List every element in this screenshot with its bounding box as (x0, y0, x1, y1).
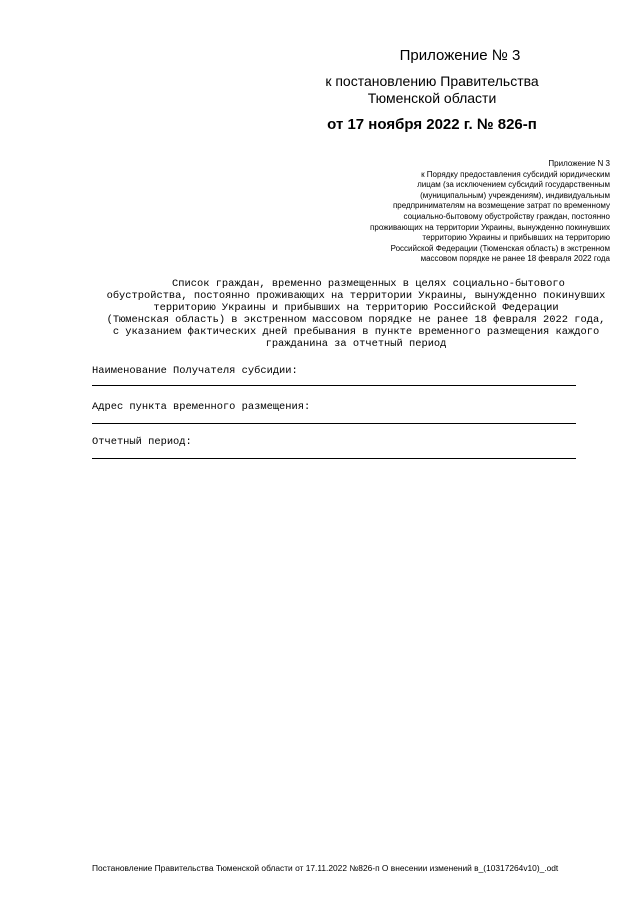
list-title-line: территорию Украины и прибывших на территорию Российской Федерации (153, 302, 559, 314)
appendix-header (272, 46, 592, 134)
sub-appendix-line: проживающих на территории Украины, вынужденно покинувших (370, 222, 610, 232)
period-fill-line[interactable] (92, 458, 576, 459)
address-fill-line[interactable] (92, 423, 576, 424)
sub-appendix-line: территорию Украины и прибывших на территорию (422, 233, 610, 243)
recipient-fill-line[interactable] (92, 385, 576, 386)
list-title (92, 278, 620, 350)
sub-appendix-reference (340, 159, 610, 265)
recipient-field (92, 365, 576, 377)
list-title-line: гражданина за отчетный период (265, 338, 447, 350)
list-title-line: Список граждан, временно размещенных в целях социально-бытового (147, 278, 565, 290)
resolution-date: от 17 ноября 2022 г. № 826-п (327, 116, 537, 133)
sub-appendix-line: массовом порядке не ранее 18 февраля 2022 года (420, 254, 610, 264)
list-title-line: (Тюменская область) в экстренном массовом порядке не ранее 18 февраля 2022 года, (106, 314, 606, 326)
address-label: Адрес пункта временного размещения: (92, 401, 311, 413)
appendix-title: Приложение № 3 (399, 47, 521, 64)
sub-appendix-line: (муниципальным) учреждениям), индивидуальным (420, 190, 610, 200)
period-field (92, 436, 576, 448)
list-title-line: обустройства, постоянно проживающих на территории Украины, вынужденно покинувших (106, 290, 606, 302)
sub-appendix-line: к Порядку предоставления субсидий юридическим (421, 169, 610, 179)
recipient-label: Наименование Получателя субсидии: (92, 365, 298, 377)
sub-appendix-line: предпринимателям на возмещение затрат по временному (392, 201, 610, 211)
resolution-reference-line-1: к постановлению Правительства (325, 73, 539, 89)
sub-appendix-line: Российской Федерации (Тюменская область) в экстренном (390, 243, 610, 253)
period-label: Отчетный период: (92, 436, 192, 448)
resolution-reference-line-2: Тюменской области (367, 90, 497, 106)
address-field (92, 401, 576, 413)
list-title-line: с указанием фактических дней пребывания в пункте временного размещения каждого (112, 326, 600, 338)
document-footer: Постановление Правительства Тюменской области от 17.11.2022 №826-п О внесении изменений в_(10317264v10)_.odt (92, 863, 559, 873)
sub-appendix-line: Приложение N 3 (548, 159, 610, 168)
sub-appendix-line: социально-бытовому обустройству граждан, постоянно (403, 211, 610, 221)
sub-appendix-line: лицам (за исключением субсидий государственным (417, 180, 610, 190)
